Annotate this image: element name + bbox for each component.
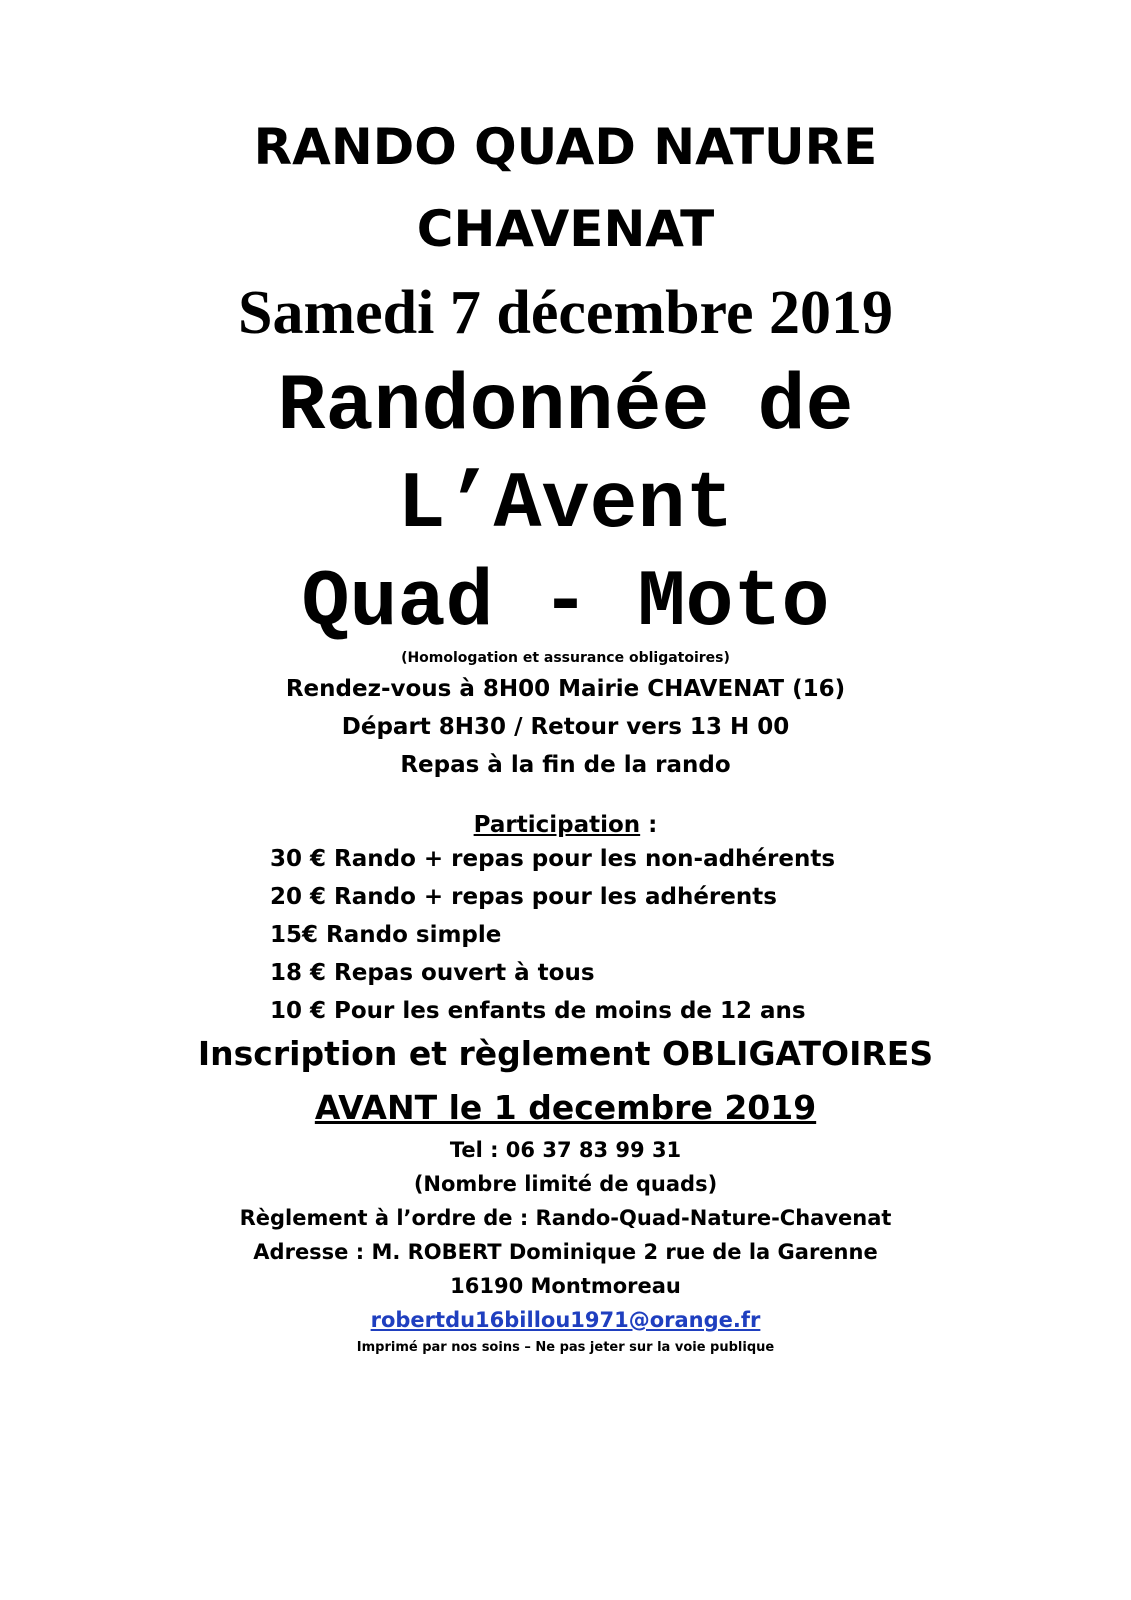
participation-heading bbox=[0, 812, 1131, 838]
event-location-title: CHAVENAT bbox=[416, 200, 715, 258]
meeting-info: Rendez-vous à 8H00 Mairie CHAVENAT (16) bbox=[285, 676, 846, 702]
event-date: Samedi 7 décembre 2019 bbox=[238, 279, 893, 347]
homologation-note: (Homologation et assurance obligatoires) bbox=[401, 650, 730, 666]
footer-disclaimer: Imprimé par nos soins – Ne pas jeter sur la voie publique bbox=[356, 1340, 775, 1355]
postal-address: Adresse : M. ROBERT Dominique 2 rue de la Garenne bbox=[253, 1240, 878, 1264]
meal-info: Repas à la fin de la rando bbox=[400, 752, 731, 778]
price-item: 30 € Rando + repas pour les non-adhérents bbox=[270, 846, 836, 872]
price-item: 15€ Rando simple bbox=[270, 922, 502, 948]
quad-limit-note: (Nombre limité de quads) bbox=[413, 1172, 718, 1196]
price-item: 10 € Pour les enfants de moins de 12 ans bbox=[270, 998, 806, 1024]
price-item: 18 € Repas ouvert à tous bbox=[270, 960, 595, 986]
participation-heading-colon: : bbox=[640, 812, 658, 838]
deadline-notice: AVANT le 1 decembre 2019 bbox=[314, 1088, 817, 1127]
headline-line-2: L’Avent bbox=[397, 460, 734, 551]
headline-line-3: Quad - Moto bbox=[301, 558, 830, 649]
price-list bbox=[270, 846, 970, 1036]
price-item: 20 € Rando + repas pour les adhérents bbox=[270, 884, 777, 910]
departure-info: Départ 8H30 / Retour vers 13 H 00 bbox=[341, 714, 790, 740]
postal-city: 16190 Montmoreau bbox=[450, 1274, 681, 1298]
email-row bbox=[0, 1308, 1131, 1332]
email-link[interactable]: robertdu16billou1971@orange.fr bbox=[370, 1308, 761, 1332]
phone-number: Tel : 06 37 83 99 31 bbox=[449, 1138, 682, 1162]
participation-heading-label: Participation bbox=[473, 812, 641, 838]
event-organizer-title: RANDO QUAD NATURE bbox=[253, 118, 878, 176]
inscription-notice: Inscription et règlement OBLIGATOIRES bbox=[197, 1034, 934, 1073]
headline-line-1: Randonnée de bbox=[277, 362, 854, 453]
payment-payee: Règlement à l’ordre de : Rando-Quad-Nature-Chavenat bbox=[239, 1206, 892, 1230]
